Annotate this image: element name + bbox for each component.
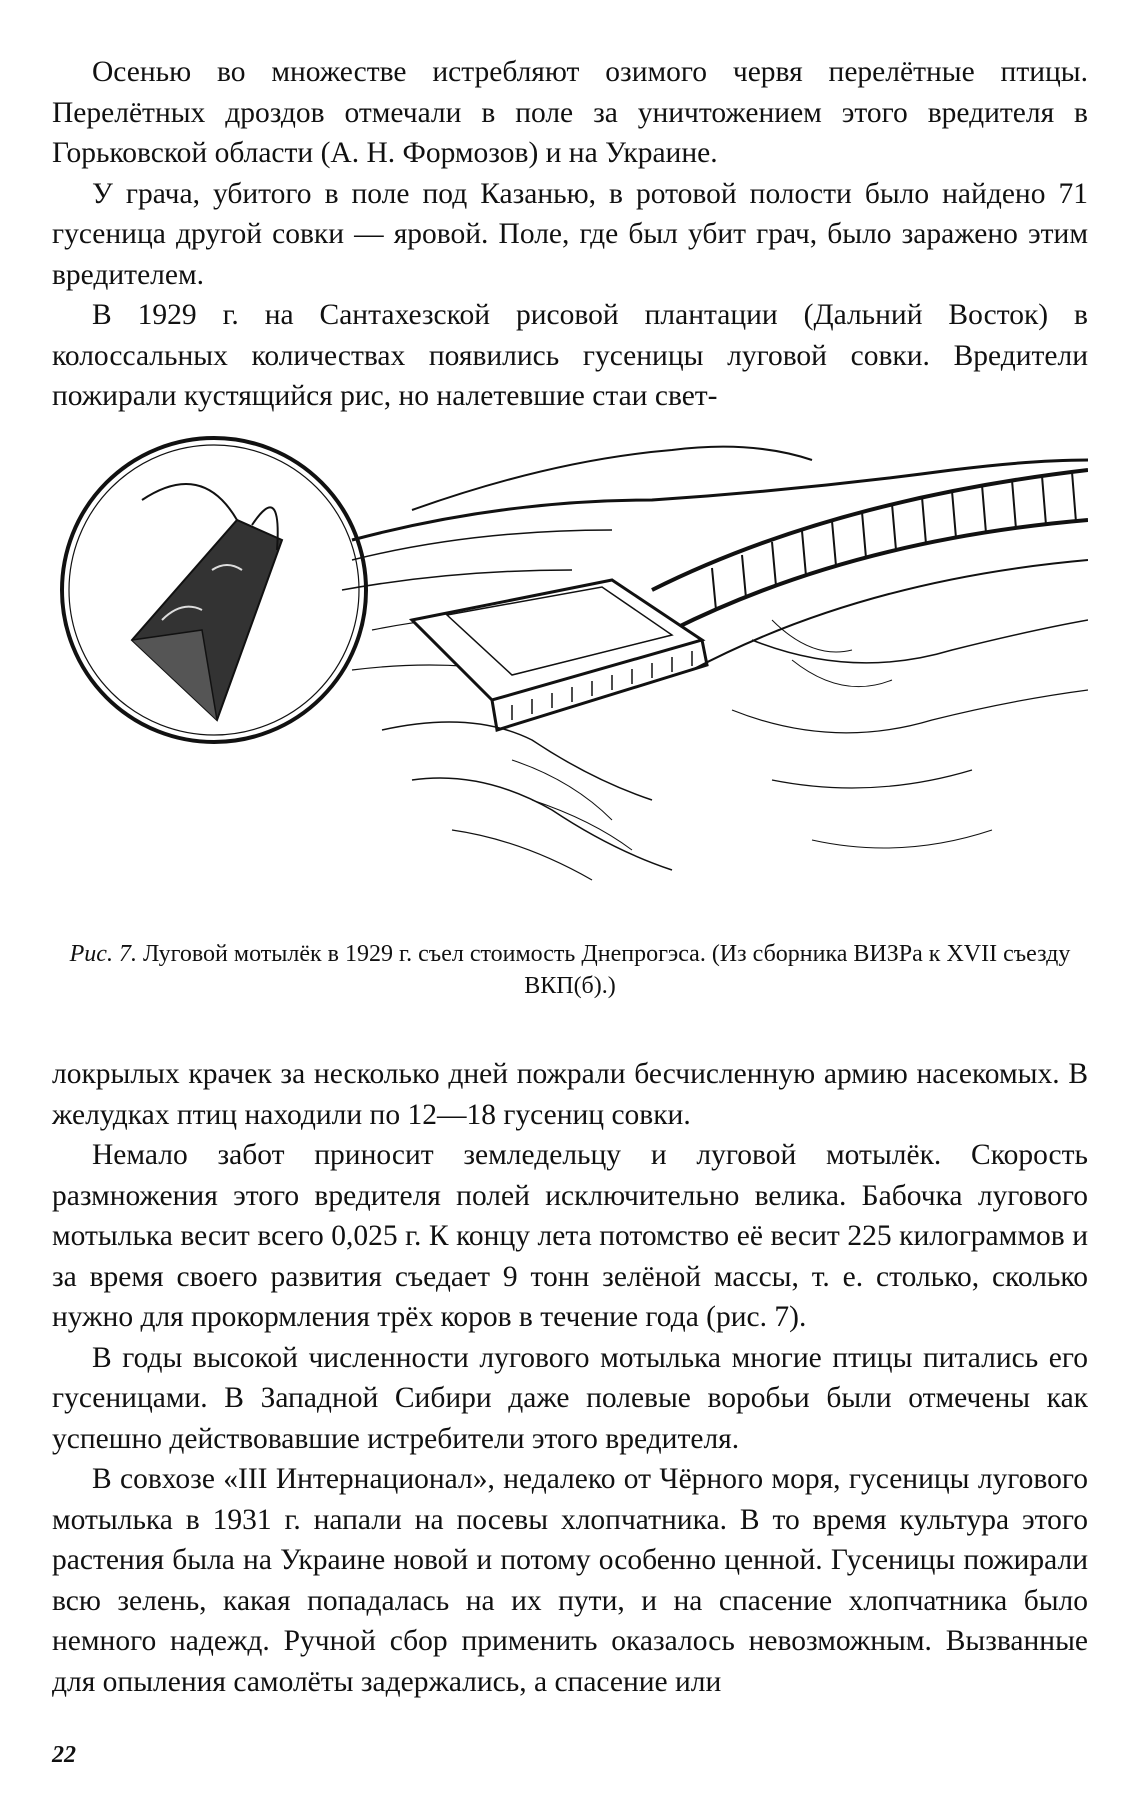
paragraph: В совхозе «III Интернационал», недалеко от Чёрного моря, гусеницы лугового мотылька в 1931 г. напали на посевы хлопчатника. В то время культура этого растения была на Украине новой и потому особенно ценной. Гусеницы пожирали всю зелень, какая попадалась на их пути, и на спасение хлопчатника было немного надежд. Ручной сбор применить оказалось невозможным. Вызванные для опыления самолёты задержались, а спасение или (52, 1463, 1088, 1698)
paragraph: В 1929 г. на Сантахезской рисовой плантации (Дальний Восток) в колоссальных количествах появились гусеницы луговой совки. Вредители пожирали кустящийся рис, но налетевшие стаи свет- (52, 299, 1088, 412)
figure-illustration (52, 420, 1088, 930)
page-number: 22 (52, 1742, 76, 1768)
paragraph: Немало забот приносит земледельцу и луговой мотылёк. Скорость размножения этого вредителя полей исключительно велика. Бабочка лугового мотылька весит всего 0,025 г. К концу лета потомство её весит 225 килограммов и за время своего развития съедает 9 тонн зелёной массы, т. е. столько, сколько нужно для прокормления трёх коров в течение года (рис. 7). (52, 1139, 1088, 1333)
dam-and-moth-illustration (52, 420, 1088, 930)
paragraph: Осенью во множестве истребляют озимого червя перелётные птицы. Перелётных дроздов отмечали в поле за уничтожением этого вредителя в Горьковской области (А. Н. Формозов) и на Украине. (52, 56, 1088, 169)
moth-circle-icon (62, 438, 366, 742)
figure-label: Рис. 7. (69, 941, 137, 967)
figure-caption-text: Луговой мотылёк в 1929 г. съел стоимость Днепрогэса. (Из сборника ВИЗРа к XVII съезду ВКП(б).) (142, 941, 1071, 999)
paragraph: В годы высокой численности лугового мотылька многие птицы питались его гусеницами. В Западной Сибири даже полевые воробьи были отмечены как успешно действовавшие истребители этого вредителя. (52, 1341, 1088, 1455)
figure-caption (52, 938, 1088, 1002)
paragraph: локрылых крачек за несколько дней пожрали бесчисленную армию насекомых. В желудках птиц находили по 12—18 гусениц совки. (52, 1058, 1088, 1131)
text-block-top (52, 52, 1088, 417)
dam-landscape (342, 447, 1088, 880)
text-block-bottom (52, 1054, 1088, 1702)
paragraph: У грача, убитого в поле под Казанью, в ротовой полости было найдено 71 гусеница другой совки — яровой. Поле, где был убит грач, было заражено этим вредителем. (52, 177, 1088, 291)
